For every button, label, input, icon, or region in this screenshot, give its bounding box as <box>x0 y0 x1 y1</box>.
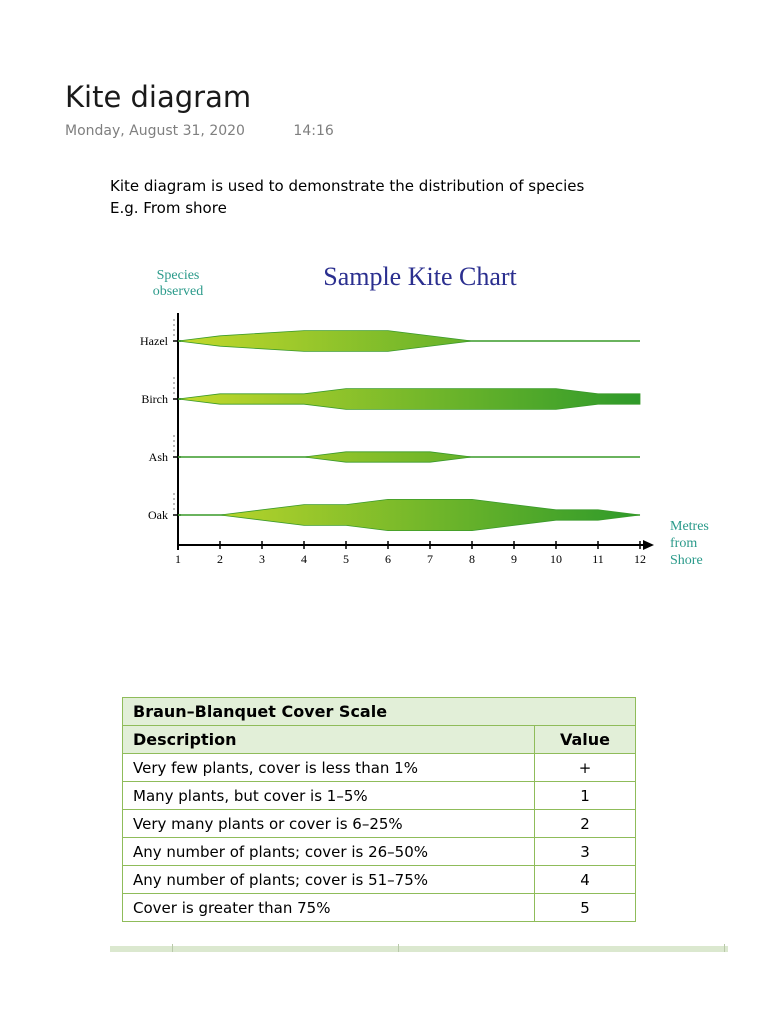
kite-shape-birch <box>178 389 640 410</box>
table-row <box>123 810 636 838</box>
column-header-description: Description <box>123 726 535 754</box>
divider-tick <box>398 944 399 952</box>
row-value: + <box>535 754 636 782</box>
table-header-row <box>123 726 636 754</box>
table-row <box>123 894 636 922</box>
kite-shape-oak <box>178 499 640 530</box>
intro-line: Kite diagram is used to demonstrate the distribution of species <box>110 177 585 195</box>
row-description: Any number of plants; cover is 26–50% <box>123 838 535 866</box>
x-tick-label: 1 <box>175 552 181 566</box>
row-value: 4 <box>535 866 636 894</box>
divider-tick <box>724 944 725 952</box>
x-tick-label: 4 <box>301 552 307 566</box>
species-label: Oak <box>148 508 168 522</box>
row-value: 2 <box>535 810 636 838</box>
x-tick-label: 6 <box>385 552 391 566</box>
x-axis-label: Shore <box>670 553 703 568</box>
divider-tick <box>172 944 173 952</box>
x-tick-label: 5 <box>343 552 349 566</box>
row-description: Very many plants or cover is 6–25% <box>123 810 535 838</box>
page-title: Kite diagram <box>65 80 252 114</box>
table-row <box>123 782 636 810</box>
intro-line: E.g. From shore <box>110 199 227 217</box>
x-tick-label: 3 <box>259 552 265 566</box>
table-caption-row <box>123 698 636 726</box>
x-tick-label: 10 <box>550 552 562 566</box>
kite-chart-svg <box>120 255 740 585</box>
x-axis-arrow <box>643 540 654 550</box>
bottom-divider <box>110 946 728 952</box>
x-tick-label: 12 <box>634 552 646 566</box>
table-row <box>123 838 636 866</box>
page-date: Monday, August 31, 2020 <box>65 123 245 139</box>
column-header-value: Value <box>535 726 636 754</box>
row-value: 3 <box>535 838 636 866</box>
x-axis-label: Metres <box>670 519 709 534</box>
y-axis-label: observed <box>152 284 204 299</box>
table-row <box>123 866 636 894</box>
species-label: Hazel <box>140 334 168 348</box>
table-row <box>123 754 636 782</box>
chart-title: Sample Kite Chart <box>323 262 517 291</box>
table-caption: Braun–Blanquet Cover Scale <box>123 698 636 726</box>
row-description: Cover is greater than 75% <box>123 894 535 922</box>
x-tick-label: 8 <box>469 552 475 566</box>
y-axis-label: Species <box>156 268 200 283</box>
row-description: Any number of plants; cover is 51–75% <box>123 866 535 894</box>
kite-chart <box>120 255 740 585</box>
x-tick-label: 11 <box>592 552 604 566</box>
species-label: Ash <box>148 450 168 464</box>
kite-shape-hazel <box>178 331 640 352</box>
row-value: 5 <box>535 894 636 922</box>
x-axis-label: from <box>670 536 698 551</box>
intro-text <box>110 175 584 219</box>
braun-blanquet-table <box>122 697 636 922</box>
x-tick-label: 2 <box>217 552 223 566</box>
kite-shape-ash <box>178 452 640 462</box>
x-tick-label: 7 <box>427 552 433 566</box>
species-label: Birch <box>141 392 168 406</box>
page-time: 14:16 <box>293 123 334 139</box>
row-value: 1 <box>535 782 636 810</box>
page-meta <box>65 123 334 139</box>
row-description: Very few plants, cover is less than 1% <box>123 754 535 782</box>
row-description: Many plants, but cover is 1–5% <box>123 782 535 810</box>
x-tick-label: 9 <box>511 552 517 566</box>
